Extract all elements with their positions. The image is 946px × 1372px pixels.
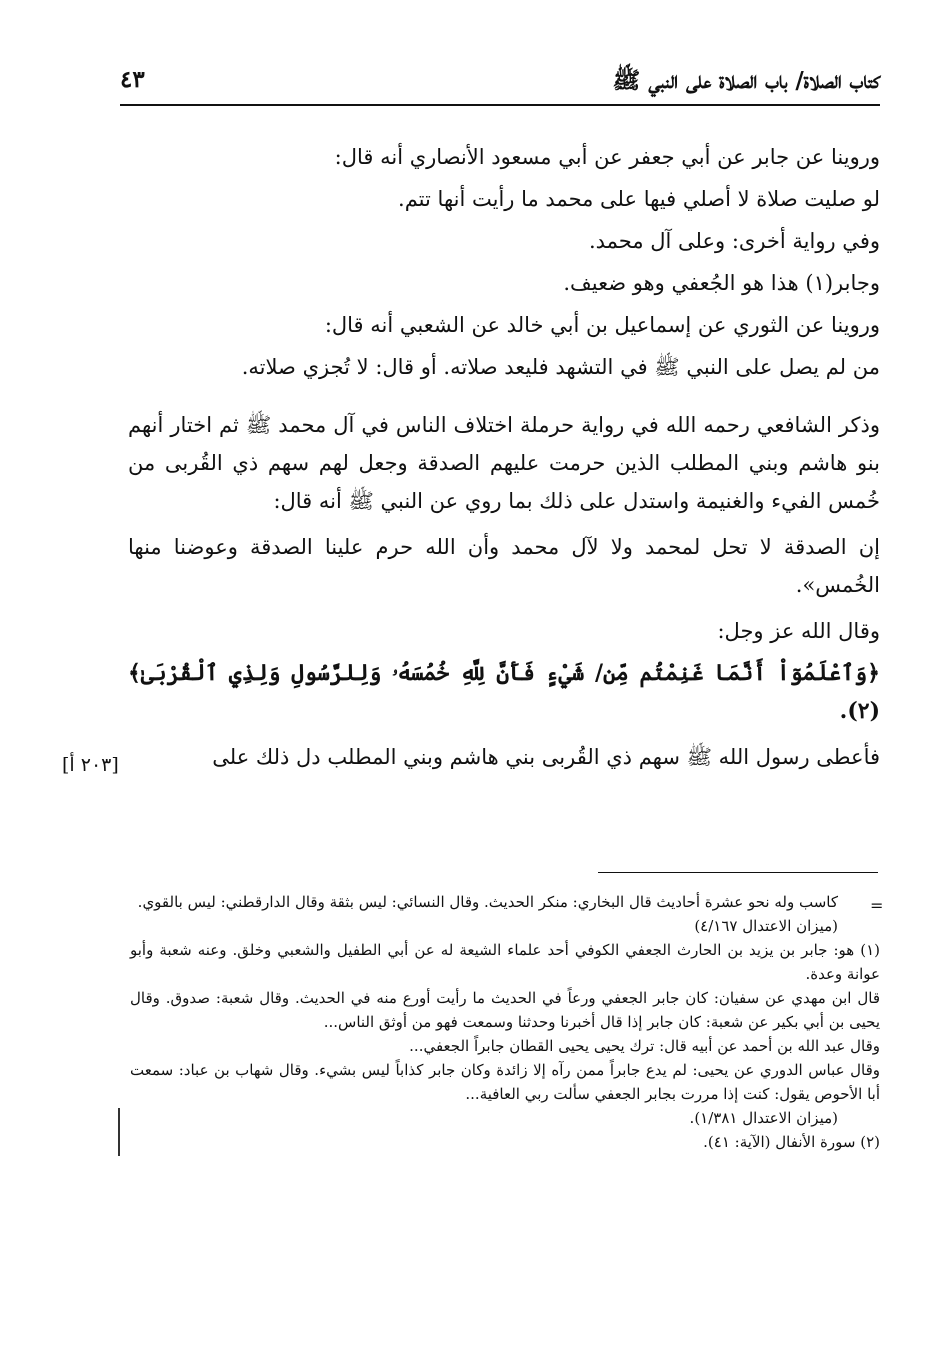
header-rule <box>120 104 880 106</box>
main-text <box>128 138 880 784</box>
footnote-1-line: وقال عبد الله بن أحمد عن أبيه قال: ترك يحيى يحيى القطان جابراً الجعفي... <box>409 1037 880 1055</box>
paragraph: وفي رواية أخرى: وعلى آل محمد. <box>588 229 880 253</box>
footnote-2-marker: (٢) <box>860 1133 880 1151</box>
footnote-continuation: كاسب وله نحو عشرة أحاديث قال البخاري: منكر الحديث. وقال النسائي: ليس بثقة وقال الدارقطني: ليس بالقوي. <box>137 893 838 911</box>
footnote-1-source: (ميزان الاعتدال ١/٣٨١). <box>689 1109 838 1127</box>
footnotes <box>130 890 880 1154</box>
footnote-1-text: هو: جابر بن يزيد بن الحارث الجعفي الكوفي أحد علماء الشيعة له عن أبي الطفيل والشعبي وخلق. وعنه شعبة وأبو عوانة وعدة. <box>130 941 880 983</box>
footnote-source: (ميزان الاعتدال ٤/١٦٧) <box>694 917 838 935</box>
paragraph: فأعطى رسول الله ﷺ سهم ذي القُربى بني هاشم وبني المطلب دل ذلك على <box>212 745 880 769</box>
paragraph: من لم يصل على النبي ﷺ في التشهد فليعد صلاته. أو قال: لا تُجزي صلاته. <box>241 355 880 379</box>
quran-verse: ﴿وَٱعْلَمُوٓاْ أَنَّمَا غَنِمْتُم مِّن/ شَيْءٍ فَأَنَّ لِلَّهِ خُمُسَهُۥ وَلِلرَّسُولِ وَلِذِي ٱلْقُرْبَىٰ﴾(٢). <box>128 660 880 724</box>
paragraph: وذكر الشافعي رحمه الله في رواية حرملة اختلاف الناس في آل محمد ﷺ ثم اختار أنهم بنو هاشم وبني المطلب الذين حرمت عليهم الصدقة وجعل لهم سهم ذي القُربى من خُمس الفيء والغنيمة واستدل على ذلك بما روي عن النبي ﷺ أنه قال: <box>128 413 880 513</box>
paragraph: لو صليت صلاة لا أصلي فيها على محمد ما رأيت أنها تتم. <box>398 187 880 211</box>
paragraph: وقال الله عز وجل: <box>717 619 880 643</box>
running-title: كتاب الصلاة/ باب الصلاة على النبي ﷺ <box>612 67 880 94</box>
footnote-1 <box>130 938 880 986</box>
page-header <box>120 66 880 106</box>
footnote-2-text: سورة الأنفال (الآية: ٤١). <box>703 1133 856 1151</box>
paragraph: إن الصدقة لا تحل لمحمد ولا لآل محمد وأن الله حرم علينا الصدقة وعوضنا منها الخُمس». <box>128 535 880 597</box>
footnote-continuation-mark: = <box>870 896 884 915</box>
footnote-1-line: وقال عباس الدوري عن يحيى: لم يدع جابراً ممن رآه إلا زائدة وكان جابر كذاباً ليس بشيء. وقال شهاب بن عباد: سمعت أبا الأحوص يقول: كنت إذا مررت بجابر الجعفي سألت ربي العافية... <box>130 1061 880 1103</box>
pen-stroke <box>118 1108 120 1156</box>
footnote-2 <box>130 1130 880 1154</box>
footnote-1-marker: (١) <box>860 941 880 959</box>
paragraph: وجابر(١) هذا هو الجُعفي وهو ضعيف. <box>563 271 880 295</box>
paragraph: وروينا عن الثوري عن إسماعيل بن أبي خالد عن الشعبي أنه قال: <box>324 313 880 337</box>
paragraph: وروينا عن جابر عن أبي جعفر عن أبي مسعود الأنصاري أنه قال: <box>334 145 880 169</box>
footnote-1-line: قال ابن مهدي عن سفيان: كان جابر الجعفي ورعاً في الحديث ما رأيت أورع منه في الحديث. وقال شعبة: صدوق. وقال يحيى بن أبي بكير عن شعبة: كان جابر إذا قال أخبرنا وحدثنا وسمعت فهو من أوثق الناس... <box>130 989 880 1031</box>
page-number: ٤٣ <box>120 66 145 93</box>
footnote-separator <box>598 872 878 873</box>
manuscript-folio-marker: [٢٠٣ أ] <box>62 754 119 776</box>
